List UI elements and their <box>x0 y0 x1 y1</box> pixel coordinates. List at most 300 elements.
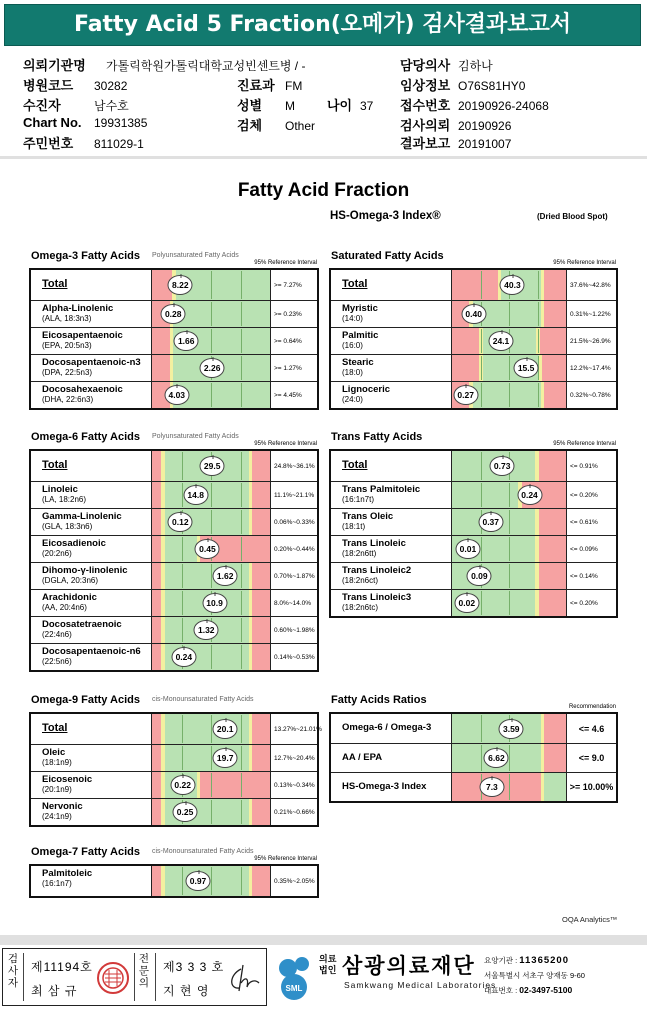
range-band <box>152 482 161 508</box>
analyte-name: Trans Oleic <box>342 511 394 522</box>
analyte-name: Eicosadienoic <box>42 538 106 549</box>
range-band <box>544 382 566 408</box>
grid-line <box>211 800 212 824</box>
result-bar <box>452 328 566 354</box>
grid-line <box>509 383 510 407</box>
result-bar <box>452 382 566 408</box>
analyte-label <box>31 590 152 616</box>
range-band <box>252 563 270 589</box>
org-english-name: Samkwang Medical Laboratories <box>344 980 497 990</box>
analyte-name: Palmitoleic <box>42 868 93 879</box>
grid-line <box>481 452 482 480</box>
divider <box>23 953 24 1001</box>
analyte-label <box>331 328 452 354</box>
result-row <box>331 270 616 300</box>
analyte-label <box>31 644 152 670</box>
analyte-label <box>331 536 452 562</box>
analyte-label <box>331 563 452 589</box>
result-bar <box>452 270 566 300</box>
analyte-label <box>331 355 452 381</box>
result-value-marker: 0.97 <box>186 871 211 891</box>
omega6-panel <box>29 449 319 672</box>
grid-line <box>211 867 212 895</box>
reference-interval: 0.32%~0.78% <box>566 382 616 408</box>
analyte-abbreviation: (EPA, 20:5n3) <box>42 341 92 350</box>
result-value-marker: 0.24 <box>171 647 196 667</box>
analyte-name: Docosatetraenoic <box>42 619 122 630</box>
omega3-panel <box>29 268 319 410</box>
omega6-section-note: Polyunsaturated Fatty Acids <box>152 433 239 440</box>
result-value-marker: 29.5 <box>200 456 225 476</box>
result-bar <box>152 799 270 825</box>
range-band <box>152 451 161 481</box>
trans-panel <box>329 449 618 618</box>
result-row <box>31 327 317 354</box>
grid-line <box>538 302 539 326</box>
id-field: 주민번호 811029-1 <box>23 136 144 151</box>
analyte-label <box>31 382 152 408</box>
signature <box>225 961 263 995</box>
grid-line <box>538 383 539 407</box>
result-value-marker: 24.1 <box>489 331 514 351</box>
grid-line <box>481 271 482 299</box>
analyte-name: Stearic <box>342 357 374 368</box>
range-band <box>452 355 479 381</box>
result-value-marker: 8.22 <box>168 275 193 295</box>
saturated-panel <box>329 268 618 410</box>
grid-line <box>241 564 242 588</box>
result-row <box>331 714 616 743</box>
result-bar <box>452 355 566 381</box>
range-band <box>252 745 270 771</box>
analyte-label <box>31 451 152 481</box>
saturated-section-title: Saturated Fatty Acids <box>331 250 444 262</box>
grid-line <box>538 271 539 299</box>
confirmer-label: 전문의 <box>138 953 150 989</box>
header-divider <box>0 156 647 159</box>
range-band <box>544 744 566 772</box>
result-row <box>31 481 317 508</box>
analyte-label <box>331 590 452 616</box>
result-value-marker: 0.24 <box>517 485 542 505</box>
result-row <box>31 300 317 327</box>
range-band <box>152 714 161 744</box>
omega3-section-note: Polyunsaturated Fatty Acids <box>152 252 239 259</box>
result-value-marker: 19.7 <box>213 748 238 768</box>
result-value-marker: 4.03 <box>164 385 189 405</box>
result-bar <box>452 744 566 772</box>
range-band <box>252 509 270 535</box>
subtitle: HS-Omega-3 Index® <box>330 210 441 222</box>
range-band <box>452 328 479 354</box>
result-row <box>31 771 317 798</box>
analyte-name: Trans Linoleic <box>342 538 406 549</box>
footer-divider <box>0 935 647 945</box>
result-bar <box>152 617 270 643</box>
result-bar <box>152 745 270 771</box>
grid-line <box>211 483 212 507</box>
grid-line <box>481 537 482 561</box>
analyte-label <box>331 714 452 743</box>
sex-field: 성별 M <box>237 98 295 113</box>
result-value-marker: 1.66 <box>174 331 199 351</box>
grid-line <box>509 510 510 534</box>
grid-line <box>182 867 183 895</box>
reference-interval: 0.20%~0.44% <box>270 536 317 562</box>
analyte-label <box>31 772 152 798</box>
signature-box <box>2 948 267 1006</box>
analyte-label <box>31 563 152 589</box>
analyte-name: Dihomo-γ-linolenic <box>42 565 128 576</box>
grid-line <box>509 537 510 561</box>
grid-line <box>241 329 242 353</box>
omega9-section-title: Omega-9 Fatty Acids <box>31 694 141 706</box>
analyte-abbreviation: (DPA, 22:5n3) <box>42 368 93 377</box>
reference-interval: <= 0.14% <box>566 563 616 589</box>
grid-line <box>182 537 183 561</box>
grid-line <box>241 618 242 642</box>
grid-line <box>211 271 212 299</box>
analyte-name: Total <box>42 459 68 471</box>
result-bar <box>152 536 270 562</box>
range-band <box>544 773 566 801</box>
analyte-name: Oleic <box>42 747 66 758</box>
result-bar <box>152 451 270 481</box>
analyte-name: Docosahexaenoic <box>42 384 123 395</box>
result-value-marker: 7.3 <box>479 777 504 797</box>
grid-line <box>481 383 482 407</box>
result-value-marker: 6.62 <box>484 748 509 768</box>
grid-line <box>182 746 183 770</box>
analyte-label <box>31 714 152 744</box>
grid-line <box>509 564 510 588</box>
grid-line <box>481 483 482 507</box>
result-value-marker: 0.01 <box>455 539 480 559</box>
result-row <box>31 744 317 771</box>
grid-line <box>211 773 212 797</box>
range-band <box>539 536 566 562</box>
result-row <box>31 381 317 408</box>
result-row <box>331 743 616 772</box>
reference-interval: 0.70%~1.87% <box>270 563 317 589</box>
result-value-marker: 0.25 <box>173 802 198 822</box>
range-band <box>152 563 161 589</box>
result-value-marker: 3.59 <box>499 719 524 739</box>
omega9-panel <box>29 712 322 827</box>
grid-line <box>241 483 242 507</box>
grid-line <box>241 271 242 299</box>
grid-line <box>538 329 539 353</box>
grid-line <box>509 356 510 380</box>
result-row <box>31 643 317 670</box>
org-type: 의료법인 <box>319 954 337 975</box>
analyte-label <box>331 482 452 508</box>
result-bar <box>452 482 566 508</box>
analyte-name: Lignoceric <box>342 384 391 395</box>
result-bar <box>452 301 566 327</box>
analyte-abbreviation: (ALA, 18:3n3) <box>42 314 92 323</box>
omega6-section-title: Omega-6 Fatty Acids <box>31 431 141 443</box>
result-bar <box>152 772 270 798</box>
omega7-section-title: Omega-7 Fatty Acids <box>31 846 141 858</box>
result-bar <box>452 509 566 535</box>
grid-line <box>509 483 510 507</box>
reference-interval: 8.0%~14.0% <box>270 590 317 616</box>
grid-line <box>241 383 242 407</box>
recommendation-value: >= 10.00% <box>566 773 616 801</box>
analyte-abbreviation: (14:0) <box>342 314 363 323</box>
analyte-name: Total <box>42 722 68 734</box>
range-band <box>252 482 270 508</box>
analyte-name: Arachidonic <box>42 592 97 603</box>
grid-line <box>481 329 482 353</box>
grid-line <box>211 383 212 407</box>
result-row <box>31 535 317 562</box>
reference-interval: <= 0.91% <box>566 451 616 481</box>
accession-field: 접수번호 20190926-24068 <box>400 98 549 113</box>
grid-line <box>241 645 242 669</box>
grid-line <box>241 715 242 743</box>
analyte-label <box>331 382 452 408</box>
confirmer-name: 지 현 영 <box>163 984 210 998</box>
analyte-name: Trans Linoleic2 <box>342 565 412 576</box>
result-bar <box>452 714 566 743</box>
grid-line <box>182 618 183 642</box>
analyte-label <box>31 799 152 825</box>
reference-interval: 0.31%~1.22% <box>566 301 616 327</box>
analyte-abbreviation: (AA, 20:4n6) <box>42 603 87 612</box>
omega6-reference-header: 95% Reference Interval <box>254 441 317 447</box>
result-row <box>31 270 317 300</box>
analyte-abbreviation: (18:0) <box>342 368 363 377</box>
phone-info: 대표번호 : 02-3497-5100 <box>484 985 573 995</box>
request-date-field: 검사의뢰 20190926 <box>400 118 512 133</box>
result-value-marker: 0.09 <box>467 566 492 586</box>
range-band <box>252 644 270 670</box>
analyte-name: Omega-6 / Omega-3 <box>342 721 432 733</box>
range-band <box>252 617 270 643</box>
omega3-reference-header: 95% Reference Interval <box>254 260 317 266</box>
analyte-name: Palmitic <box>342 330 379 341</box>
result-value-marker: 0.28 <box>161 304 186 324</box>
ratios-section-title: Fatty Acids Ratios <box>331 694 427 706</box>
omega9-section-note: cis-Monounsaturated Fatty Acids <box>152 696 254 703</box>
grid-line <box>241 510 242 534</box>
analyte-label <box>331 744 452 772</box>
result-value-marker: 0.40 <box>461 304 486 324</box>
result-row <box>31 589 317 616</box>
result-row <box>31 354 317 381</box>
grid-line <box>481 745 482 771</box>
reference-interval: <= 0.61% <box>566 509 616 535</box>
result-row <box>331 327 616 354</box>
result-value-marker: 0.27 <box>453 385 478 405</box>
range-band <box>252 866 270 896</box>
svg-text:SML: SML <box>285 984 303 993</box>
doctor-field: 담당의사 김하나 <box>400 58 493 73</box>
range-band <box>539 563 566 589</box>
range-band <box>252 590 270 616</box>
reference-interval: 0.06%~0.33% <box>270 509 317 535</box>
grid-line <box>481 591 482 615</box>
trans-section-title: Trans Fatty Acids <box>331 431 423 443</box>
result-row <box>331 589 616 616</box>
result-value-marker: 2.26 <box>200 358 225 378</box>
result-row <box>331 300 616 327</box>
grid-line <box>241 537 242 561</box>
result-row <box>31 616 317 643</box>
result-bar <box>152 355 270 381</box>
clinical-field: 임상정보 O76S81HY0 <box>400 78 526 93</box>
analyte-abbreviation: (LA, 18:2n6) <box>42 495 87 504</box>
result-value-marker: 1.62 <box>213 566 238 586</box>
result-value-marker: 0.37 <box>478 512 503 532</box>
analyte-abbreviation: (20:2n6) <box>42 549 72 558</box>
analyte-name: Nervonic <box>42 801 83 812</box>
analyte-label <box>331 270 452 300</box>
analyte-abbreviation: (22:5n6) <box>42 657 72 666</box>
result-row <box>331 451 616 481</box>
grid-line <box>211 645 212 669</box>
result-bar <box>152 482 270 508</box>
result-value-marker: 1.32 <box>194 620 219 640</box>
analyte-label <box>31 328 152 354</box>
analyte-abbreviation: (22:4n6) <box>42 630 72 639</box>
reference-interval: >= 1.27% <box>270 355 317 381</box>
address: 서울특별시 서초구 양재동 9-60 <box>484 971 585 980</box>
omega7-panel <box>29 864 319 898</box>
grid-line <box>241 746 242 770</box>
department-field: 진료과 FM <box>237 78 303 93</box>
result-value-marker: 0.12 <box>168 512 193 532</box>
analyte-abbreviation: (16:1n7t) <box>342 495 375 504</box>
analyte-label <box>31 482 152 508</box>
result-bar <box>152 590 270 616</box>
reference-interval: 0.21%~0.66% <box>270 799 317 825</box>
analyte-label <box>31 745 152 771</box>
result-bar <box>152 328 270 354</box>
analyte-label <box>31 536 152 562</box>
range-band <box>152 590 161 616</box>
result-row <box>331 381 616 408</box>
reference-interval: 24.8%~36.1% <box>270 451 317 481</box>
analyte-abbreviation: (DGLA, 20:3n6) <box>42 576 99 585</box>
reference-interval: <= 0.20% <box>566 590 616 616</box>
analyte-name: Trans Linoleic3 <box>342 592 412 603</box>
grid-line <box>241 800 242 824</box>
grid-line <box>241 591 242 615</box>
brand-note: OQA Analytics™ <box>562 915 618 924</box>
patient-field: 수진자 남수호 <box>23 98 129 113</box>
range-band <box>544 714 566 743</box>
range-band <box>152 644 161 670</box>
age-field: 나이 37 <box>327 98 374 113</box>
range-band <box>152 536 161 562</box>
analyte-label <box>31 866 152 896</box>
range-band <box>152 509 161 535</box>
examiner-number: 제11194호 <box>31 960 93 974</box>
grid-line <box>481 715 482 742</box>
result-bar <box>152 866 270 896</box>
grid-line <box>241 302 242 326</box>
result-bar <box>152 382 270 408</box>
examiner-label: 검사자 <box>7 953 19 989</box>
result-bar <box>452 773 566 801</box>
grid-line <box>509 302 510 326</box>
analyte-name: Gamma-Linolenic <box>42 511 122 522</box>
range-band <box>152 328 170 354</box>
grid-line <box>241 773 242 797</box>
recommendation-value: <= 9.0 <box>566 744 616 772</box>
recommendation-value: <= 4.6 <box>566 714 616 743</box>
grid-line <box>241 356 242 380</box>
reference-interval: 0.35%~2.05% <box>270 866 317 896</box>
reference-interval: 12.2%~17.4% <box>566 355 616 381</box>
official-seal <box>96 961 130 995</box>
result-bar <box>452 451 566 481</box>
reference-interval: >= 0.23% <box>270 301 317 327</box>
grid-line <box>509 745 510 771</box>
range-band <box>540 328 566 354</box>
grid-line <box>481 356 482 380</box>
result-value-marker: 40.3 <box>500 275 525 295</box>
result-value-marker: 15.5 <box>514 358 539 378</box>
reference-interval: 21.5%~26.9% <box>566 328 616 354</box>
omega7-section-note: cis-Monounsaturated Fatty Acids <box>152 848 254 855</box>
result-row <box>331 508 616 535</box>
omega7-reference-header: 95% Reference Interval <box>254 856 317 862</box>
analyte-name: Alpha-Linolenic <box>42 303 114 314</box>
result-row <box>31 866 317 896</box>
result-value-marker: 0.45 <box>195 539 220 559</box>
analyte-label <box>31 270 152 300</box>
analyte-label <box>31 301 152 327</box>
range-band <box>452 563 535 589</box>
result-row <box>331 535 616 562</box>
range-band <box>152 799 161 825</box>
result-row <box>331 481 616 508</box>
reference-interval: 37.6%~42.8% <box>566 270 616 300</box>
org-name: 삼광의료재단 <box>342 954 476 978</box>
grid-line <box>211 302 212 326</box>
report-title: Fatty Acid 5 Fraction(오메가) 검사결과보고서 <box>4 4 641 46</box>
range-band <box>152 866 161 896</box>
result-row <box>31 714 322 744</box>
range-band <box>544 301 566 327</box>
result-row <box>331 562 616 589</box>
reference-interval: >= 4.45% <box>270 382 317 408</box>
analyte-name: Total <box>342 278 368 290</box>
ratios-panel <box>329 712 618 803</box>
divider <box>134 953 135 1001</box>
analyte-name: Total <box>342 459 368 471</box>
institution-field: 의뢰기관명 가톨릭학원가톨릭대학교성빈센트병 / - <box>23 58 306 73</box>
result-bar <box>452 536 566 562</box>
analyte-abbreviation: (DHA, 22:6n3) <box>42 395 94 404</box>
range-band <box>544 270 566 300</box>
analyte-label <box>31 355 152 381</box>
analyte-abbreviation: (18:2n6tt) <box>342 549 377 558</box>
result-value-marker: 0.02 <box>454 593 479 613</box>
analyte-label <box>331 301 452 327</box>
agency-info: 요양기관 : 11365200 <box>484 955 569 966</box>
grid-line <box>241 867 242 895</box>
specimen-note: (Dried Blood Spot) <box>537 212 608 221</box>
analyte-label <box>331 451 452 481</box>
reference-interval: <= 0.20% <box>566 482 616 508</box>
analyte-name: Docosapentaenoic-n3 <box>42 357 141 368</box>
result-bar <box>152 563 270 589</box>
